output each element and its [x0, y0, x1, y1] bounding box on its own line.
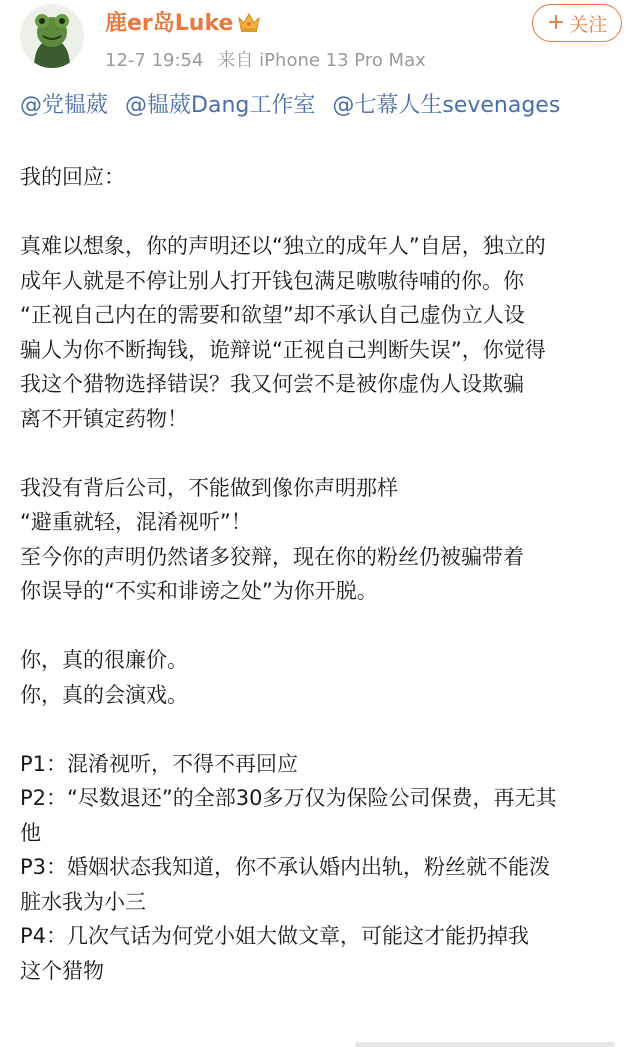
post-header	[0, 0, 640, 80]
frog-avatar-icon	[20, 4, 84, 68]
text-line: 我的回应：	[20, 165, 125, 189]
text-line: “避重就轻，混淆视听”！	[20, 510, 252, 534]
text-line: 你误导的“不实和诽谤之处”为你开脱。	[20, 579, 378, 603]
text-line: P2：“尽数退还”的全部30多万仅为保险公司保费，再无其	[20, 786, 557, 810]
text-line: 我没有背后公司，不能做到像你声明那样	[20, 475, 398, 500]
post-source: 来自 iPhone 13 Pro Max	[217, 50, 426, 71]
follow-button[interactable]	[532, 4, 622, 42]
text-line: 这个猎物	[20, 958, 104, 983]
text-line: 至今你的声明仍然诸多狡辩，现在你的粉丝仍被骗带着	[20, 544, 524, 569]
text-line: P1：混淆视听，不得不再回应	[20, 751, 299, 776]
post-body	[20, 160, 625, 988]
text-line: 离不开镇定药物！	[20, 406, 188, 431]
text-line: 你，真的会演戏。	[20, 682, 188, 707]
text-line: 脏水我为小三	[20, 889, 146, 914]
text-line: 你，真的很廉价。	[20, 648, 188, 672]
post-timestamp: 12-7 19:54	[105, 50, 204, 71]
text-line: 成年人就是不停让别人打开钱包满足嗷嗷待哺的你。你	[20, 268, 524, 293]
plus-icon: +	[546, 10, 566, 35]
avatar[interactable]	[20, 4, 84, 68]
text-line: 他	[20, 820, 41, 845]
text-line: 骗人为你不断掏钱，诡辩说“正视自己判断失误”，你觉得	[20, 337, 546, 362]
post-meta	[105, 46, 426, 72]
crown-icon	[237, 11, 261, 39]
username-text[interactable]: 鹿er岛Luke	[105, 11, 234, 36]
text-line: P3：婚姻状态我知道，你不承认婚内出轨，粉丝就不能泼	[20, 855, 551, 879]
mention-link[interactable]: @七幕人生sevenages	[332, 93, 561, 118]
follow-label: 关注	[569, 13, 608, 36]
home-indicator	[355, 1042, 615, 1047]
text-line: P4：几次气话为何党小姐大做文章，可能这才能扔掉我	[20, 924, 530, 948]
username[interactable]	[105, 6, 261, 39]
text-line: 我这个猎物选择错误？我又何尝不是被你虚伪人设欺骗	[20, 372, 524, 396]
mention-link[interactable]: @韫葳Dang工作室	[125, 93, 316, 118]
mention-link[interactable]: @党韫葳	[20, 93, 109, 118]
text-line: 真难以想象，你的声明还以“独立的成年人”自居，独立的	[20, 234, 546, 258]
text-line: “正视自己内在的需要和欲望”却不承认自己虚伪立人设	[20, 303, 525, 327]
mentions	[20, 88, 570, 119]
